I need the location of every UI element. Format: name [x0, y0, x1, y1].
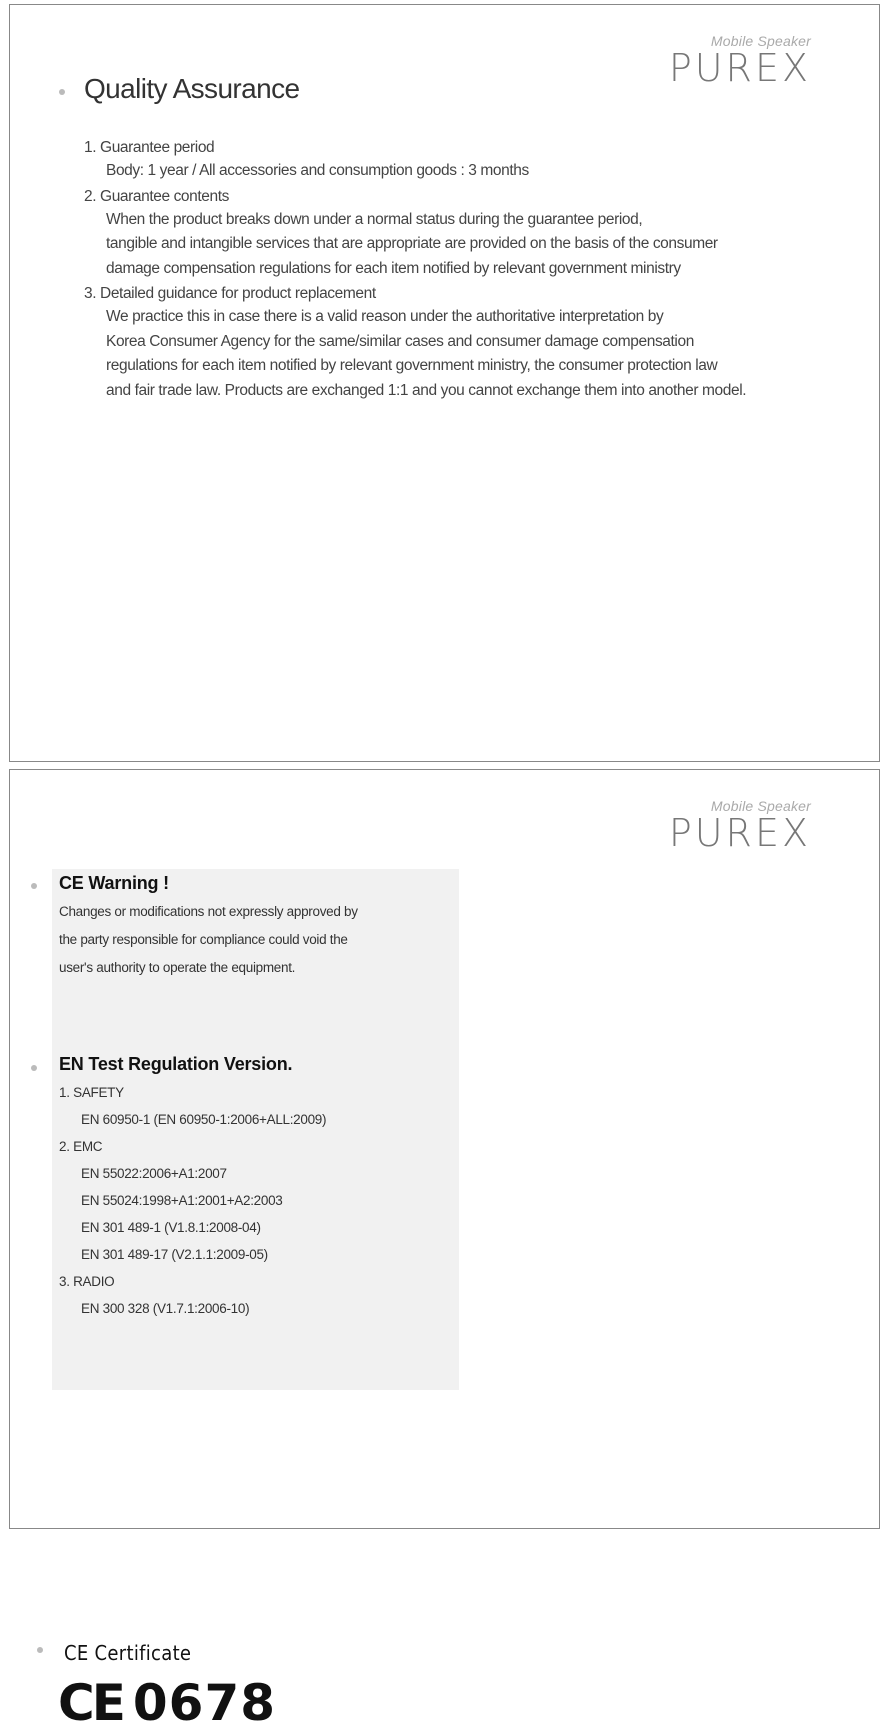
text-line: Changes or modifications not expressly approved by: [59, 904, 358, 919]
body-line: Korea Consumer Agency for the same/similar cases and consumer damage compensation: [106, 332, 694, 350]
body-line: and fair trade law. Products are exchanged 1:1 and you cannot exchange them into another model.: [106, 381, 747, 399]
regulation-item: EN 300 328 (V1.7.1:2006-10): [81, 1301, 250, 1316]
list-item: [84, 283, 864, 403]
bullet-icon: [59, 89, 65, 95]
section-title-quality-assurance: Quality Assurance: [84, 73, 300, 104]
regulation-item: EN 55022:2006+A1:2007: [81, 1166, 227, 1181]
bullet-icon: [37, 1647, 43, 1653]
brand-name: PUREX: [668, 46, 811, 90]
list-item-body: [84, 208, 864, 282]
page-quality-assurance: [9, 4, 880, 762]
section-title-ce-certificate: CE Certificate: [64, 1641, 192, 1665]
body-line: Body: 1 year / All accessories and consumption goods : 3 months: [106, 162, 529, 179]
section-title-ce-warning: CE Warning !: [59, 873, 169, 893]
section-title-en-test: EN Test Regulation Version.: [59, 1054, 293, 1074]
body-line: tangible and intangible services that are appropriate are provided on the basis of the consumer: [106, 235, 718, 252]
brand-logo: [668, 33, 811, 90]
list-item-body: [84, 159, 864, 184]
list-item-body: [84, 305, 864, 403]
certificate-section: [0, 769, 887, 1732]
body-line: damage compensation regulations for each item notified by relevant government ministry: [106, 259, 681, 277]
body-line: We practice this in case there is a valid reason under the authoritative interpretation by: [106, 308, 664, 325]
ce-mark: [58, 1674, 276, 1732]
quality-list: [84, 137, 864, 403]
text-line: the party responsible for compliance could void the: [59, 932, 348, 947]
list-item: [84, 137, 864, 184]
regulation-item: EN 301 489-1 (V1.8.1:2008-04): [81, 1220, 261, 1235]
regulation-item: EN 55024:1998+A1:2001+A2:2003: [81, 1193, 283, 1208]
list-item-heading: 3. Detailed guidance for product replacement: [84, 285, 376, 302]
regulation-item: EN 301 489-17 (V2.1.1:2009-05): [81, 1247, 268, 1262]
brand-name: PUREX: [668, 811, 811, 855]
body-line: When the product breaks down under a normal status during the guarantee period,: [106, 210, 643, 228]
body-line: regulations for each item notified by relevant government ministry, the consumer protection law: [106, 357, 718, 374]
list-item: [84, 186, 864, 282]
text-line: user's authority to operate the equipment.: [59, 960, 296, 975]
list-item-heading: 1. Guarantee period: [84, 139, 215, 156]
regulation-group-heading: 1. SAFETY: [59, 1085, 124, 1100]
regulation-group-heading: 2. EMC: [59, 1139, 103, 1154]
list-item-heading: 2. Guarantee contents: [84, 187, 229, 205]
ce-logo: CE: [58, 1674, 123, 1732]
notified-body-number: 0678: [132, 1674, 277, 1732]
brand-tagline: Mobile Speaker: [710, 33, 811, 49]
regulation-item: EN 60950-1 (EN 60950-1:2006+ALL:2009): [81, 1112, 327, 1127]
regulation-group-heading: 3. RADIO: [59, 1274, 115, 1289]
brand-tagline: Mobile Speaker: [710, 798, 811, 814]
